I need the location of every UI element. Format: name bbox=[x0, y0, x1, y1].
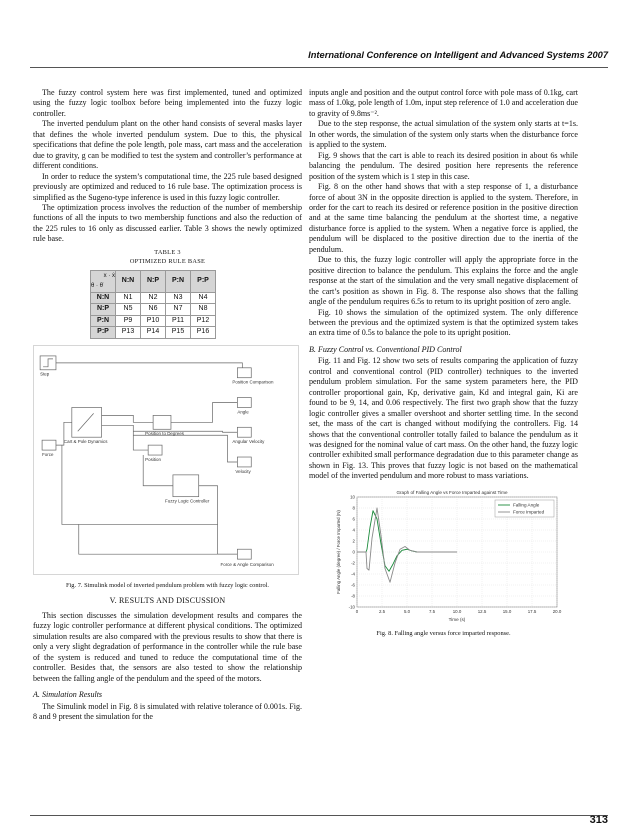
y-tick-label: -2 bbox=[351, 560, 355, 566]
legend-label: Falling Angle bbox=[513, 502, 540, 508]
cart-pole-dynamics-block bbox=[64, 407, 108, 444]
column-header: N:N bbox=[116, 270, 141, 292]
x-tick-label: 12.5 bbox=[477, 608, 487, 614]
x-ticks bbox=[356, 609, 562, 614]
legend bbox=[495, 500, 554, 517]
paragraph: In order to reduce the system’s computational time, the 225 rule based designed previously are optimized and reduced to 16 rule base. The optimization process is simplified as the Sugeno-type inference is used in this fuzzy logic controller. bbox=[33, 171, 302, 202]
paragraph: inputs angle and position and the output control force with pole mass of 0.1kg, cart mass of 1.0kg, pole length of 1.0m, input step reference of 1.0 and acceleration due to gravity of 9.8ms⁻². bbox=[309, 88, 578, 118]
left-column bbox=[33, 88, 302, 722]
step-block bbox=[40, 355, 56, 376]
footer-rule bbox=[30, 815, 608, 816]
x-tick-label: 2.5 bbox=[378, 608, 386, 614]
table-row: N:P N5 N6 N7 N8 bbox=[91, 304, 216, 315]
paragraph: Fig. 11 and Fig. 12 show two sets of results comparing the application of fuzzy control and conventional control (PID controller) techniques to the inverted pendulum problem simulation. For the same system parameters here, the PID controller proportional gain, Kp, derivative gain, Kd and integral gain, Ki are found to be 9, 14, and 0.06 respectively. The first two graph show that the fuzzy logic controller gives a smaller overshoot and shorter settling time. In the second set, the mass of the cart is changed without modifying the controllers. Fig. 14 shows that the conventional controller totally failed to balance the pendulum as it was designed for the nominal value of cart mass. On the other hand, the fuzzy logic controller exhibited small performance degradation due to this parameter change as shown in Fig. 13. This proves that fuzzy logic is not based on the mathematical model of the inverted pendulum and more robust to mass variations. bbox=[309, 356, 578, 481]
paragraph: This section discusses the simulation development results and compares the fuzzy logic controller performance at different physical conditions. The optimized simulation results are also compared with the previous results to show that there is only a very slight degradation of performance in the controller while the rule base of the system is reduced and tuned to reduce the computational time of the controller. Besides that, the sensors are also tested to show the relationship between the falling angle of the pendulum and the speed of the motors. bbox=[33, 610, 302, 683]
svg-text:Angular Velocity: Angular Velocity bbox=[232, 438, 265, 444]
svg-text:Position to Degrees: Position to Degrees bbox=[145, 430, 185, 436]
x-tick-label: 10.0 bbox=[452, 608, 462, 614]
fuzzy-logic-controller-block bbox=[165, 474, 210, 503]
legend-label: Force Imparted bbox=[513, 509, 545, 515]
subsection-heading: B. Fuzzy Control vs. Conventional PID Control bbox=[309, 344, 462, 354]
y-tick-label: -8 bbox=[351, 593, 355, 599]
svg-text:Step: Step bbox=[40, 371, 50, 377]
paragraph: Due to the step response, the actual simulation of the system only starts at t=1s. In other words, the simulation of the system only starts when the disturbance force is applied to the system. bbox=[309, 119, 578, 150]
chart-title: Graph of Falling Angle vs Force Imparted against Time bbox=[396, 489, 508, 495]
y-axis-label: Falling Angle (degree) / Force Imparted (N) bbox=[336, 509, 341, 594]
y-tick-label: -4 bbox=[351, 571, 355, 577]
column-header: P:N bbox=[166, 270, 191, 292]
figure-7-caption: Fig. 7. Simulink model of inverted pendulum problem with fuzzy logic control. bbox=[65, 581, 270, 589]
subsection-heading: A. Simulation Results bbox=[33, 690, 103, 700]
y-tick-label: -10 bbox=[348, 604, 355, 610]
right-column bbox=[309, 88, 578, 640]
svg-text:Angle: Angle bbox=[237, 408, 249, 414]
x-tick-label: 7.5 bbox=[428, 608, 436, 614]
y-tick-label: 6 bbox=[352, 516, 355, 522]
svg-text:Position Comparison: Position Comparison bbox=[232, 379, 274, 385]
paragraph: The fuzzy control system here was first implemented, tuned and optimized using the fuzzy logic toolbox before being implemented into the fuzzy logic controller. bbox=[33, 88, 302, 118]
header-rule bbox=[30, 67, 608, 68]
paragraph: Fig. 10 shows the simulation of the optimized system. The only difference between the previous and the optimized system is that the optimized system takes an extra time of 0.5s to balance the pole to its upright position. bbox=[309, 307, 578, 338]
figure-8-caption: Fig. 8. Falling angle versus force imparted response. bbox=[376, 630, 511, 638]
scope-blocks bbox=[145, 367, 274, 566]
paragraph: The optimization process involves the reduction of the number of membership functions of all the inputs to two membership functions and also the reduction of the 225 rules to 16 only as discussed earlier. Table 3 shows the newly optimized rule base. bbox=[33, 202, 302, 244]
column-header: P:P bbox=[191, 270, 216, 292]
paragraph: Due to this, the fuzzy logic controller will apply the appropriate force in the positive direction to balance the pendulum. This explains the force and the angle response at the start of the simulation and the very small negative displacement of the cart’s position as shown in Fig. 8. The response also shows that the falling angle of the pendulum requires 6.5s to return to its upright position of zero angle. bbox=[309, 255, 578, 307]
svg-text:Velocity: Velocity bbox=[235, 468, 251, 474]
rule-base-table bbox=[90, 270, 216, 339]
paragraph: Fig. 8 on the other hand shows that with a step response of 1, a disturbance force of about 3N in the opposite direction is applied to the system. Therefore, in order for the cart to reach its desired or reference position in the positive direction and at the same time balancing the pendulum at the shortest time, a negative disturbance force is applied to the system. When a negative force is applied, the pendulum will be displaced to the positive direction due to the inertia of the pendulum. bbox=[309, 182, 578, 254]
y-tick-label: 0 bbox=[352, 549, 355, 555]
svg-text:Position: Position bbox=[145, 456, 162, 462]
page-number: 313 bbox=[589, 814, 608, 826]
position-to-degrees-block bbox=[145, 415, 185, 436]
table-caption: TABLE 3 OPTIMIZED RULE BASE bbox=[129, 248, 206, 265]
paragraph: Fig. 9 shows that the cart is able to reach its desired position in about 6s while balancing the pendulum. The desired position here represents the reference position of the system which is 1 step in this case. bbox=[309, 150, 578, 181]
x-tick-label: 5.0 bbox=[403, 608, 411, 614]
section-heading: V. RESULTS AND DISCUSSION bbox=[109, 596, 226, 606]
table-row: P:P P13 P14 P15 P16 bbox=[91, 327, 216, 338]
paragraph: The inverted pendulum plant on the other hand consists of several masks layer that defines the whole inverted pendulum system. Due to this, the physical specifications that define the pole length, pole mass, cart mass and the acceleration due to gravity, g can be modified to test the system and controller’s performance at different conditions. bbox=[33, 119, 302, 171]
x-tick-label: 15.0 bbox=[502, 608, 512, 614]
x-tick-label: 20.0 bbox=[552, 608, 562, 614]
paragraph: The Simulink model in Fig. 8 is simulated with relative tolerance of 0.001s. Fig. 8 and 9 present the simulation for the bbox=[33, 701, 302, 721]
figure-8-chart bbox=[327, 487, 567, 623]
y-tick-label: 2 bbox=[352, 538, 355, 544]
svg-text:Fuzzy Logic Controller: Fuzzy Logic Controller bbox=[165, 498, 210, 504]
column-header: N:P bbox=[141, 270, 166, 292]
svg-text:Cart & Pole Dynamics: Cart & Pole Dynamics bbox=[63, 438, 108, 444]
svg-text:Force & Angle Comparison: Force & Angle Comparison bbox=[220, 561, 274, 567]
y-tick-label: -6 bbox=[351, 582, 355, 588]
table-row: P:N P9 P10 P11 P12 bbox=[91, 315, 216, 326]
simulink-model-diagram bbox=[33, 345, 299, 575]
y-tick-label: 10 bbox=[350, 494, 355, 500]
table-row: N:N N1 N2 N3 N4 bbox=[91, 292, 216, 303]
y-tick-label: 8 bbox=[352, 505, 355, 511]
y-ticks bbox=[349, 494, 356, 609]
force-block bbox=[42, 440, 56, 457]
y-tick-label: 4 bbox=[352, 527, 355, 533]
x-axis-label: Time (s) bbox=[448, 616, 466, 622]
x-tick-label: 0 bbox=[355, 608, 359, 614]
table-corner: x · ẋ θ · θ̇ bbox=[91, 270, 116, 292]
svg-text:Force: Force bbox=[42, 451, 54, 457]
x-tick-label: 17.5 bbox=[527, 608, 537, 614]
running-header: International Conference on Intelligent and Advanced Systems 2007 bbox=[308, 50, 608, 60]
